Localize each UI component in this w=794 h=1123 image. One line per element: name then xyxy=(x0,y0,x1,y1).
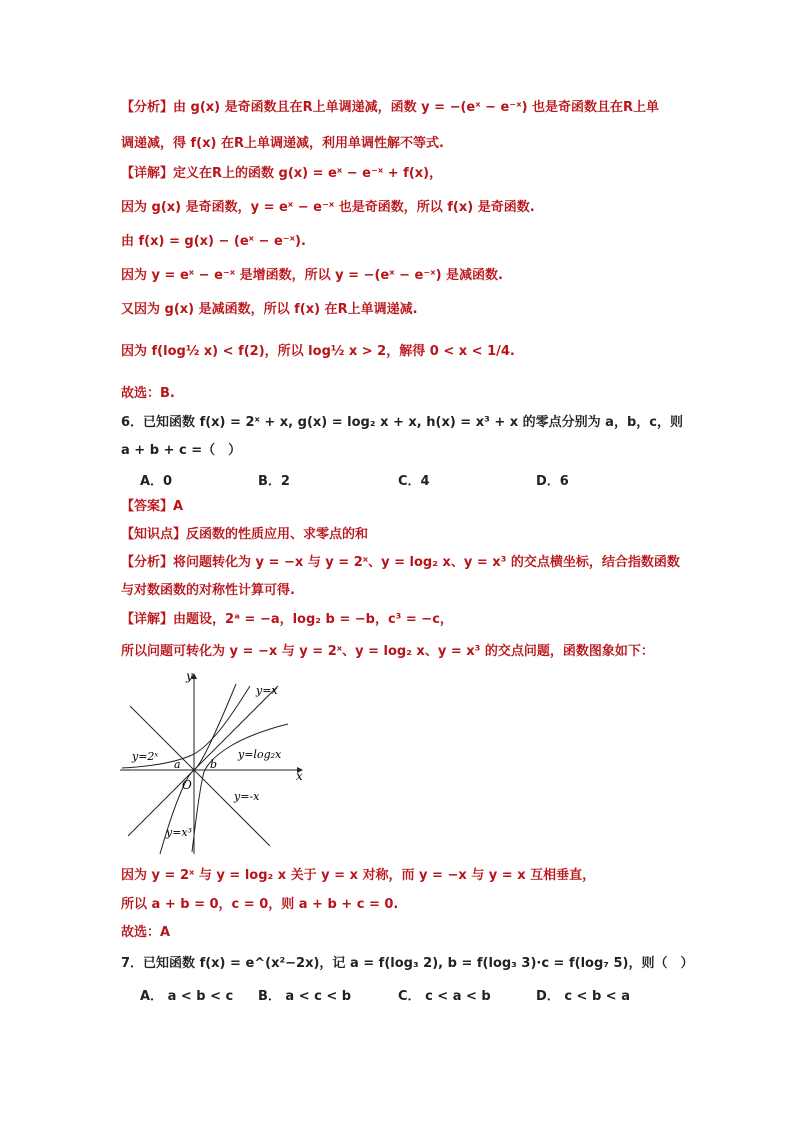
label-yx: y=x xyxy=(256,684,278,697)
answer-line: 【答案】A xyxy=(121,499,184,514)
label-x: x xyxy=(296,769,303,783)
knowledge-point-line: 【知识点】反函数的性质应用、求零点的和 xyxy=(121,527,369,542)
answer-choice-line-2: 故选：A xyxy=(121,925,171,940)
detail-line-5: 又因为 g(x) 是减函数，所以 f(x) 在R上单调递减. xyxy=(121,302,418,317)
option-c: C．4 xyxy=(398,474,430,489)
label-2x: y=2ˣ xyxy=(132,750,159,763)
option-a: A．0 xyxy=(140,474,173,489)
function-graph xyxy=(120,668,310,858)
detail-line-6: 因为 f(log½ x) < f(2)，所以 log½ x > 2，解得 0 < x < 1/4. xyxy=(121,344,515,359)
detail-line-3: 由 f(x) = g(x) − (eˣ − e⁻ˣ). xyxy=(121,234,306,249)
option-d: D．6 xyxy=(536,474,569,489)
label-y: y xyxy=(186,669,193,683)
label-log: y=log₂x xyxy=(238,748,282,761)
detail-line-7: 【详解】由题设，2ᵃ = −a，log₂ b = −b，c³ = −c， xyxy=(121,612,453,627)
q7-option-d: D． c < b < a xyxy=(536,989,630,1004)
q7-option-c: C． c < a < b xyxy=(398,989,491,1004)
detail-line-1: 【详解】定义在R上的函数 g(x) = eˣ − e⁻ˣ + f(x)， xyxy=(121,166,443,181)
detail-line-8: 所以问题可转化为 y = −x 与 y = 2ˣ、y = log₂ x、y = x³ 的交点问题，函数图象如下： xyxy=(121,644,654,659)
q7-option-a: A． a < b < c xyxy=(140,989,234,1004)
analysis-line-1: 【分析】由 g(x) 是奇函数且在R上单调递减，函数 y = −(eˣ − e⁻ˣ) 也是奇函数且在R上单 xyxy=(121,100,660,115)
curve-log xyxy=(192,724,288,852)
question-7-stem: 7．已知函数 f(x) = e^(x²−2x)，记 a = f(log₃ 2), b = f(log₃ 3)·c = f(log₇ 5)，则（ ） xyxy=(121,956,694,971)
detail-line-4: 因为 y = eˣ − e⁻ˣ 是增函数，所以 y = −(eˣ − e⁻ˣ) 是减函数. xyxy=(121,268,503,283)
detail-line-2: 因为 g(x) 是奇函数，y = eˣ − e⁻ˣ 也是奇函数，所以 f(x) 是奇函数. xyxy=(121,200,535,215)
answer-choice-line: 故选：B. xyxy=(121,386,175,401)
analysis-line-4: 与对数函数的对称性计算可得. xyxy=(121,583,295,598)
detail-line-10: 所以 a + b = 0，c = 0，则 a + b + c = 0. xyxy=(121,897,399,912)
label-a: a xyxy=(174,758,181,771)
label-o: O xyxy=(182,778,192,792)
analysis-line-2: 调递减，得 f(x) 在R上单调递减，利用单调性解不等式. xyxy=(121,136,444,151)
analysis-line-3: 【分析】将问题转化为 y = −x 与 y = 2ˣ、y = log₂ x、y = x³ 的交点横坐标，结合指数函数 xyxy=(121,555,680,570)
detail-line-9: 因为 y = 2ˣ 与 y = log₂ x 关于 y = x 对称，而 y = −x 与 y = x 互相垂直， xyxy=(121,868,596,883)
question-6-stem-2: a + b + c =（ ） xyxy=(121,443,242,458)
label-negx: y=-x xyxy=(234,790,260,803)
line-negx xyxy=(130,706,270,846)
label-x3: y=x³ xyxy=(166,826,193,839)
question-6-stem: 6．已知函数 f(x) = 2ˣ + x, g(x) = log₂ x + x, h(x) = x³ + x 的零点分别为 a，b，c，则 xyxy=(121,415,683,430)
option-b: B．2 xyxy=(258,474,290,489)
q7-option-b: B． a < c < b xyxy=(258,989,352,1004)
label-b: b xyxy=(210,758,218,771)
